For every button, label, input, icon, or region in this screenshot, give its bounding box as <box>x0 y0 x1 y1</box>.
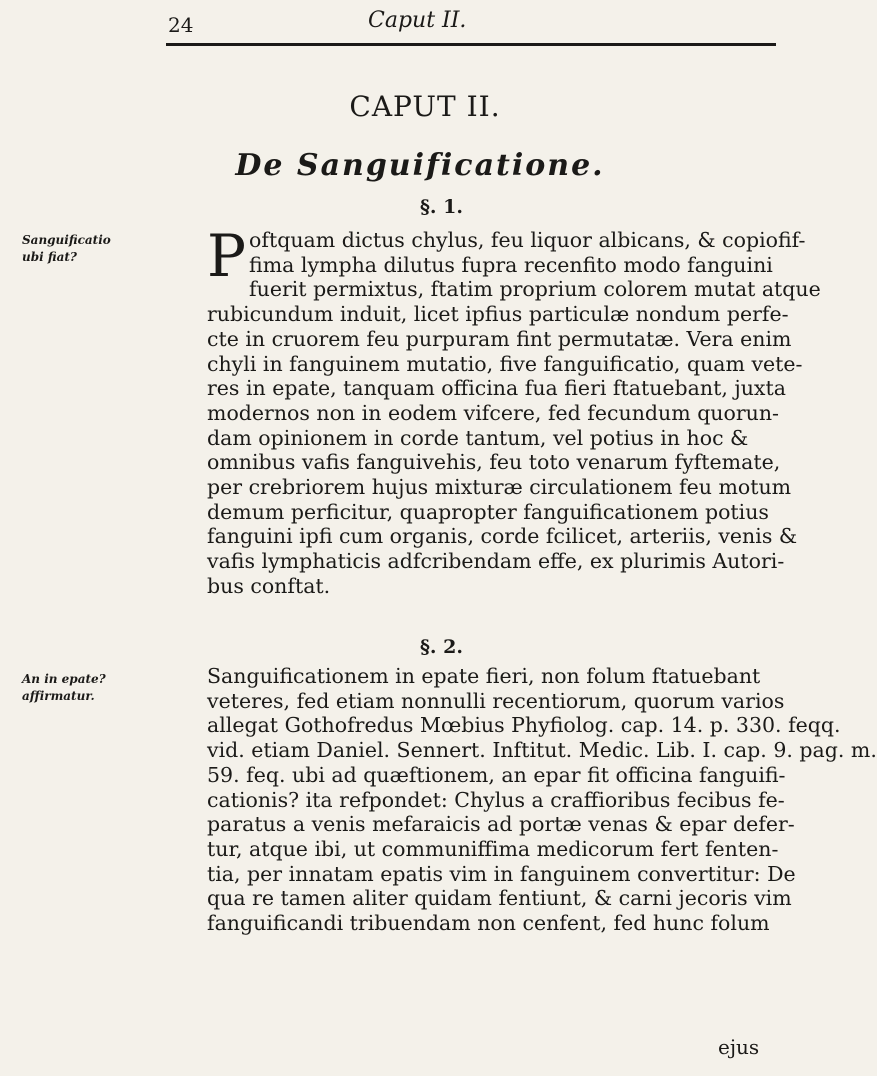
text-line: qua re tamen aliter quidam fentiunt, & carni jecoris vim <box>207 886 792 911</box>
margin-note-1 <box>22 232 112 266</box>
text-line: allegat Gothofredus Mœbius Phyfiolog. cap. 14. p. 330. feqq. <box>207 713 841 738</box>
running-title: Caput II. <box>368 8 467 33</box>
paragraph-2 <box>207 664 877 936</box>
text-line: oftquam dictus chylus, feu liquor albicans, & copiofif- <box>249 228 806 252</box>
drop-cap: P <box>207 222 247 290</box>
text-line: demum perficitur, quapropter fanguificationem potius <box>207 499 769 524</box>
text-line: fanguificandi tribuendam non cenfent, fed hunc folum <box>207 911 770 936</box>
text-line: chyli in fanguinem mutatio, five fanguificatio, quam vete- <box>207 351 803 376</box>
text-line: modernos non in eodem vifcere, fed fecundum quorun- <box>207 400 779 425</box>
catchword: ejus <box>718 1035 760 1059</box>
text-line: dam opinionem in corde tantum, vel potius in hoc & <box>207 425 749 450</box>
margin-note-line: ubi fiat? <box>22 250 77 264</box>
margin-note-line: An in epate? <box>22 672 106 686</box>
text-line: tia, per innatam epatis vim in fanguinem convertitur: De <box>207 861 796 886</box>
chapter-subtitle: De Sanguificatione. <box>235 148 605 183</box>
text-line: paratus a venis mefaraicis ad portæ venas & epar defer- <box>207 812 795 837</box>
text-line: cationis? ita refpondet: Chylus a craffioribus fecibus fe- <box>207 787 785 812</box>
text-line: bus conftat. <box>207 573 331 598</box>
section-mark-1: §. 1. <box>420 196 464 218</box>
text-line: vafis lymphaticis adfcribendam effe, ex plurimis Autori- <box>207 549 785 574</box>
margin-note-line: affirmatur. <box>22 689 95 703</box>
margin-note-2 <box>22 671 112 705</box>
text-line: rubicundum induit, licet ipfius particulæ nondum perfe- <box>207 302 789 327</box>
text-line: fanguini ipfi cum organis, corde fcilicet, arteriis, venis & <box>207 524 798 549</box>
paragraph-1 <box>207 222 821 599</box>
text-line: fuerit permixtus, ftatim proprium colorem mutat atque <box>249 277 821 302</box>
text-line: cte in cruorem feu purpuram fint permutatæ. Vera enim <box>207 326 792 351</box>
text-line: Sanguificationem in epate fieri, non folum ftatuebant <box>207 664 761 688</box>
text-line: fima lympha dilutus fupra recenfito modo fanguini <box>249 252 773 277</box>
text-line: omnibus vafis fanguivehis, feu toto venarum fyftemate, <box>207 450 781 475</box>
text-line: vid. etiam Daniel. Sennert. Inftitut. Medic. Lib. I. cap. 9. pag. m. <box>207 738 877 763</box>
text-line: per crebriorem hujus mixturæ circulationem feu motum <box>207 475 792 500</box>
page-number: 24 <box>168 13 194 37</box>
header-rule <box>166 43 776 46</box>
chapter-title: CAPUT II. <box>349 90 501 123</box>
text-line: 59. feq. ubi ad quæftionem, an epar fit officina fanguifi- <box>207 762 786 787</box>
text-line: veteres, fed etiam nonnulli recentiorum, quorum varios <box>207 688 785 713</box>
text-line: res in epate, tanquam officina fua fieri ftatuebant, juxta <box>207 376 786 401</box>
text-line: tur, atque ibi, ut communiffima medicorum fert fenten- <box>207 836 779 861</box>
margin-note-line: Sanguificatio <box>22 233 111 247</box>
section-mark-2: §. 2. <box>420 636 464 658</box>
page-header <box>0 0 800 70</box>
